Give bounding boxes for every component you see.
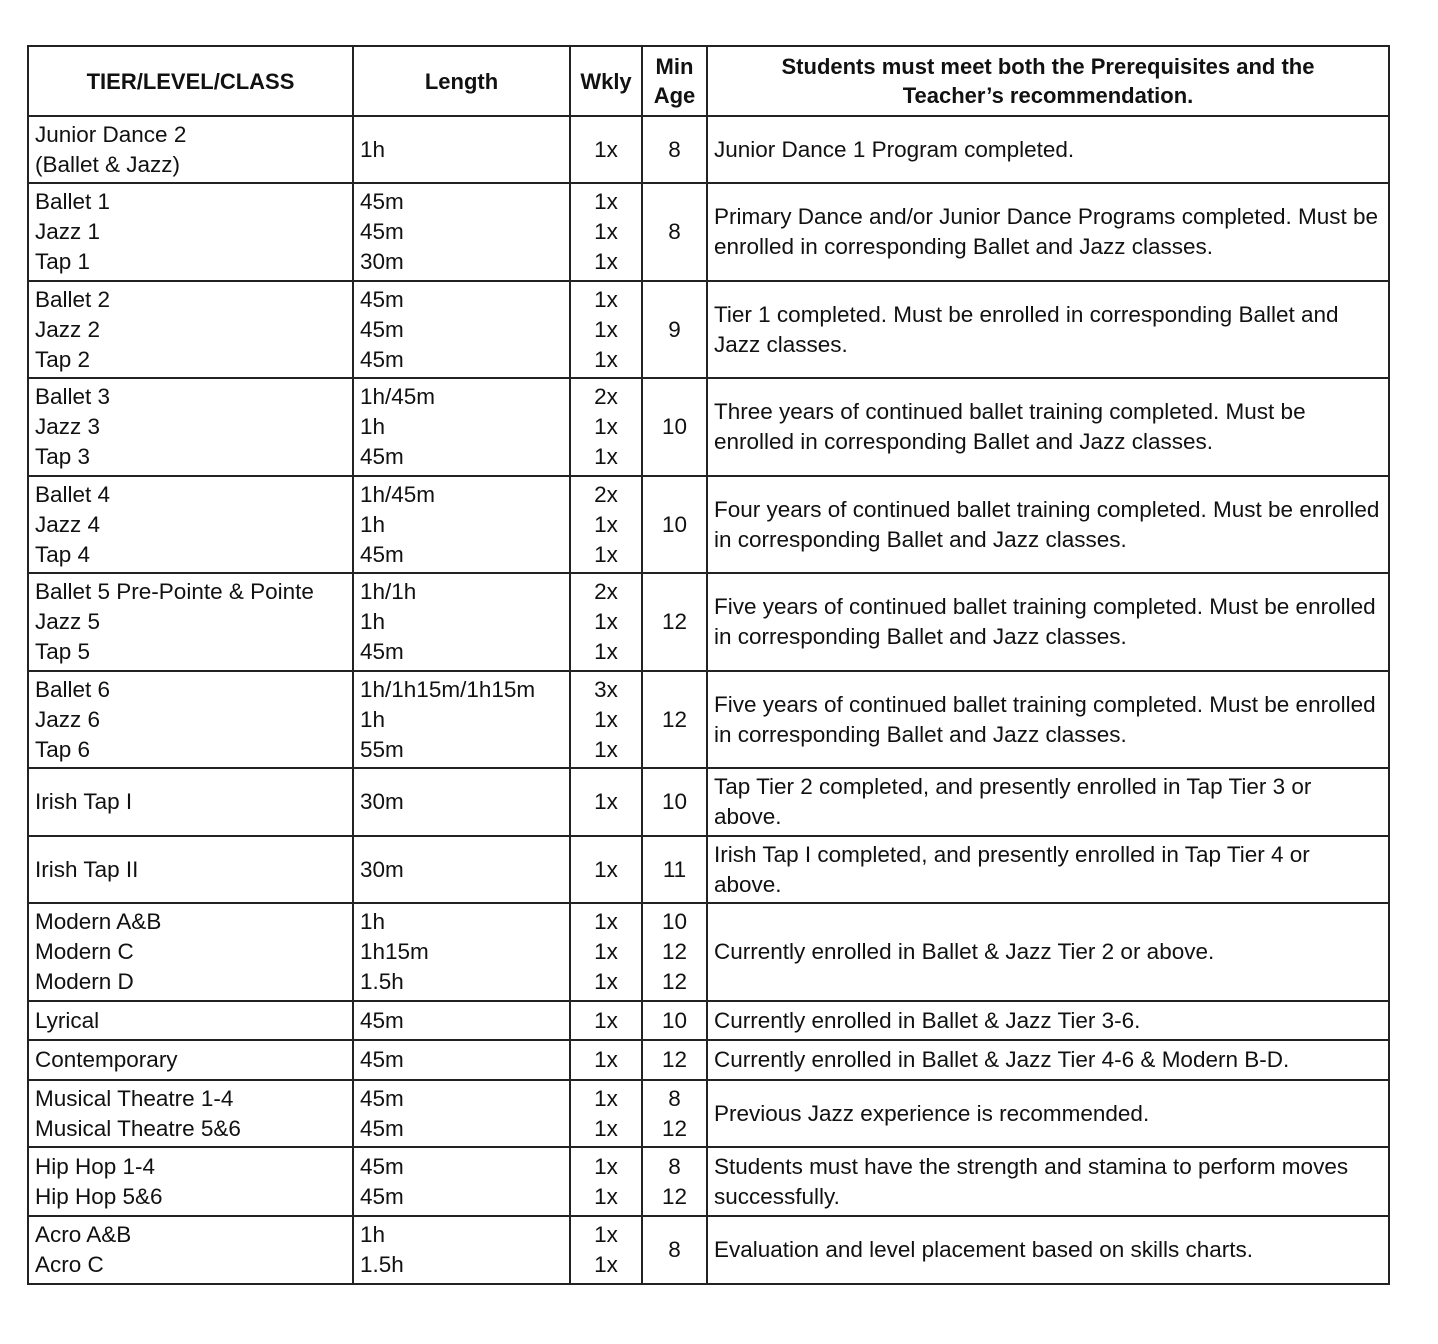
requirement-text: Currently enrolled in Ballet & Jazz Tier 2 or above. — [714, 939, 1215, 964]
weekly-cell-line: 1x — [594, 511, 618, 537]
class-cell-line: Modern A&B — [35, 909, 162, 934]
length-cell — [353, 836, 570, 903]
length-cell-line: 45m — [360, 1183, 404, 1209]
class-cell-line: Tap 2 — [35, 346, 91, 372]
weekly-cell-line: 1x — [594, 969, 618, 994]
requirement-text: Three years of continued ballet training completed. Must be enrolled in corresponding Ballet and Jazz classes. — [714, 399, 1306, 454]
weekly-cell-line: 1x — [594, 706, 618, 732]
min-age-cell — [642, 378, 707, 476]
requirement-cell — [707, 1040, 1389, 1080]
class-cell-line: Tap 5 — [35, 639, 91, 664]
weekly-cell-line: 1x — [594, 909, 618, 934]
length-cell — [353, 281, 570, 378]
min-age-cell-line: 9 — [668, 316, 681, 342]
weekly-cell-line: 1x — [594, 1222, 618, 1247]
class-cell-line: Contemporary — [35, 1047, 178, 1072]
requirement-cell — [707, 1001, 1389, 1040]
class-cell-line: Tap 1 — [35, 249, 91, 274]
weekly-cell-line: 1x — [594, 249, 618, 274]
weekly-cell-line: 1x — [594, 189, 618, 214]
weekly-cell — [570, 671, 642, 768]
class-cell — [28, 281, 353, 378]
weekly-cell-line: 1x — [594, 789, 618, 814]
weekly-cell-line: 1x — [594, 736, 618, 762]
weekly-cell — [570, 903, 642, 1001]
table-row — [28, 116, 1389, 183]
table-row — [28, 476, 1389, 573]
min-age-cell-line: 8 — [668, 136, 681, 162]
table-row — [28, 183, 1389, 281]
table-row — [28, 1216, 1389, 1284]
class-cell-line: Irish Tap I — [35, 789, 133, 814]
length-cell-line: 1h/45m — [360, 384, 436, 409]
min-age-cell — [642, 116, 707, 183]
length-cell-line: 45m — [360, 1047, 404, 1072]
requirement-text: Five years of continued ballet training completed. Must be enrolled in corresponding Ballet and Jazz classes. — [714, 691, 1376, 747]
min-age-cell-line: 12 — [661, 1115, 688, 1141]
length-cell-line: 45m — [360, 541, 404, 567]
min-age-cell — [642, 1216, 707, 1284]
header-requirements: Students must meet both the Prerequisites and the Teacher’s recommendation. — [707, 46, 1389, 116]
header-length: Length — [353, 46, 570, 116]
min-age-cell — [642, 573, 707, 671]
length-cell-line: 45m — [360, 286, 404, 312]
min-age-cell-line: 12 — [661, 939, 688, 964]
header-wkly: Wkly — [570, 46, 642, 116]
class-cell-line: Jazz 2 — [35, 316, 101, 342]
requirement-text: Four years of continued ballet training completed. Must be enrolled in corresponding Ballet and Jazz classes. — [714, 496, 1380, 552]
requirement-text: Tier 1 completed. Must be enrolled in corresponding Ballet and Jazz classes. — [714, 301, 1339, 357]
length-cell-line: 45m — [360, 444, 404, 469]
weekly-cell — [570, 116, 642, 183]
length-cell-line: 30m — [360, 789, 404, 814]
class-cell — [28, 116, 353, 183]
length-cell-line: 1h/1h — [360, 579, 417, 604]
requirement-cell — [707, 903, 1389, 1001]
class-cell-line: Jazz 3 — [35, 414, 101, 439]
weekly-cell-line: 1x — [594, 609, 618, 634]
requirement-cell — [707, 476, 1389, 573]
weekly-cell-line: 1x — [594, 286, 618, 312]
length-cell — [353, 573, 570, 671]
class-cell-line: Jazz 6 — [35, 706, 101, 732]
requirement-text: Currently enrolled in Ballet & Jazz Tier 4-6 & Modern B-D. — [714, 1047, 1290, 1072]
length-cell-line: 45m — [360, 1007, 404, 1033]
requirement-cell — [707, 671, 1389, 768]
length-cell-line: 45m — [360, 1153, 404, 1179]
table-row — [28, 1080, 1389, 1147]
min-age-cell — [642, 1040, 707, 1080]
class-cell-line: Ballet 5 Pre-Pointe & Pointe — [35, 579, 314, 604]
table-row — [28, 836, 1389, 903]
class-cell-line: (Ballet & Jazz) — [35, 151, 181, 177]
min-age-cell-line: 10 — [661, 511, 688, 537]
class-cell-line: Acro C — [35, 1252, 104, 1277]
weekly-cell-line: 3x — [594, 676, 618, 702]
length-cell-line: 1h — [360, 909, 386, 934]
class-cell — [28, 671, 353, 768]
length-cell-line: 1h15m — [360, 939, 429, 964]
weekly-cell-line: 1x — [594, 541, 618, 567]
min-age-cell-line: 8 — [668, 1237, 681, 1262]
header-min-age — [642, 46, 707, 116]
class-cell-line: Musical Theatre 1-4 — [35, 1085, 234, 1111]
length-cell-line: 1.5h — [360, 969, 404, 994]
length-cell-line: 45m — [360, 639, 404, 664]
length-cell-line: 1h/45m — [360, 481, 436, 507]
length-cell — [353, 903, 570, 1001]
requirement-cell — [707, 1147, 1389, 1216]
class-cell-line: Tap 6 — [35, 736, 91, 762]
length-cell-line: 1h — [360, 136, 386, 162]
length-cell — [353, 1040, 570, 1080]
class-cell-line: Musical Theatre 5&6 — [35, 1115, 241, 1141]
length-cell-line: 30m — [360, 249, 404, 274]
min-age-cell — [642, 183, 707, 281]
weekly-cell-line: 1x — [594, 316, 618, 342]
length-cell-line: 1h/1h15m/1h15m — [360, 676, 536, 702]
class-cell — [28, 836, 353, 903]
class-cell-line: Jazz 1 — [35, 219, 101, 244]
length-cell — [353, 476, 570, 573]
class-cell-line: Lyrical — [35, 1007, 100, 1033]
length-cell — [353, 378, 570, 476]
class-cell — [28, 1040, 353, 1080]
requirement-text: Junior Dance 1 Program completed. — [714, 136, 1075, 162]
class-cell — [28, 768, 353, 836]
length-cell — [353, 768, 570, 836]
requirement-text: Students must have the strength and stamina to perform moves successfully. — [714, 1153, 1349, 1209]
min-age-cell-line: 8 — [668, 1085, 681, 1111]
length-cell-line: 1h — [360, 706, 386, 732]
weekly-cell — [570, 378, 642, 476]
min-age-cell-line: 12 — [661, 969, 688, 994]
class-cell-line: Hip Hop 5&6 — [35, 1183, 163, 1209]
requirement-cell — [707, 1080, 1389, 1147]
requirement-cell — [707, 378, 1389, 476]
weekly-cell-line: 1x — [594, 219, 618, 244]
weekly-cell-line: 1x — [594, 939, 618, 964]
length-cell-line: 1.5h — [360, 1252, 404, 1277]
length-cell-line: 45m — [360, 316, 404, 342]
length-cell-line: 45m — [360, 1115, 404, 1141]
class-cell-line: Tap 3 — [35, 444, 91, 469]
weekly-cell-line: 2x — [594, 579, 618, 604]
class-cell — [28, 1216, 353, 1284]
class-cell-line: Jazz 4 — [35, 511, 101, 537]
min-age-cell-line: 8 — [668, 219, 681, 244]
requirement-text: Five years of continued ballet training completed. Must be enrolled in corresponding Ballet and Jazz classes. — [714, 594, 1376, 649]
min-age-cell-line: 10 — [661, 789, 688, 814]
min-age-cell-line: 12 — [661, 1047, 688, 1072]
length-cell — [353, 1001, 570, 1040]
weekly-cell-line: 1x — [594, 1153, 618, 1179]
weekly-cell-line: 1x — [594, 1252, 618, 1277]
class-cell-line: Irish Tap II — [35, 856, 139, 882]
requirement-cell — [707, 1216, 1389, 1284]
class-cell-line: Modern D — [35, 969, 134, 994]
class-cell-line: Ballet 1 — [35, 189, 111, 214]
length-cell-line: 1h — [360, 1222, 386, 1247]
class-cell — [28, 1147, 353, 1216]
min-age-cell — [642, 903, 707, 1001]
class-cell — [28, 476, 353, 573]
weekly-cell — [570, 1040, 642, 1080]
length-cell — [353, 116, 570, 183]
weekly-cell-line: 1x — [594, 1007, 618, 1033]
weekly-cell — [570, 836, 642, 903]
weekly-cell — [570, 1216, 642, 1284]
class-cell — [28, 1001, 353, 1040]
weekly-cell — [570, 1080, 642, 1147]
class-cell — [28, 1080, 353, 1147]
weekly-cell-line: 1x — [594, 444, 618, 469]
class-cell-line: Tap 4 — [35, 541, 91, 567]
weekly-cell — [570, 1147, 642, 1216]
class-cell — [28, 183, 353, 281]
table-row — [28, 671, 1389, 768]
weekly-cell-line: 1x — [594, 346, 618, 372]
min-age-cell-line: 12 — [661, 609, 688, 634]
weekly-cell — [570, 573, 642, 671]
min-age-cell-line: 11 — [662, 856, 687, 882]
min-age-cell — [642, 1001, 707, 1040]
requirement-text: Irish Tap I completed, and presently enrolled in Tap Tier 4 or above. — [714, 841, 1310, 897]
requirement-cell — [707, 768, 1389, 836]
requirement-cell — [707, 183, 1389, 281]
length-cell-line: 1h — [360, 609, 386, 634]
table-row — [28, 1040, 1389, 1080]
length-cell — [353, 1080, 570, 1147]
weekly-cell — [570, 476, 642, 573]
weekly-cell-line: 1x — [594, 1085, 618, 1111]
length-cell — [353, 183, 570, 281]
requirement-cell — [707, 573, 1389, 671]
weekly-cell-line: 1x — [594, 1115, 618, 1141]
min-age-cell — [642, 671, 707, 768]
requirement-cell — [707, 116, 1389, 183]
table-row — [28, 378, 1389, 476]
length-cell-line: 1h — [360, 511, 386, 537]
weekly-cell-line: 2x — [594, 384, 618, 409]
prerequisites-table — [27, 45, 1390, 1285]
weekly-cell-line: 1x — [594, 1183, 618, 1209]
weekly-cell — [570, 1001, 642, 1040]
weekly-cell-line: 1x — [594, 136, 618, 162]
length-cell — [353, 1147, 570, 1216]
table-row — [28, 1147, 1389, 1216]
min-age-cell-line: 10 — [661, 1007, 688, 1033]
class-cell — [28, 573, 353, 671]
table-row — [28, 573, 1389, 671]
class-cell — [28, 903, 353, 1001]
class-cell-line: Modern C — [35, 939, 134, 964]
length-cell-line: 45m — [360, 1085, 404, 1111]
length-cell — [353, 1216, 570, 1284]
length-cell-line: 45m — [360, 219, 404, 244]
weekly-cell-line: 1x — [594, 639, 618, 664]
requirement-text: Evaluation and level placement based on skills charts. — [714, 1237, 1254, 1262]
requirement-text: Previous Jazz experience is recommended. — [714, 1100, 1150, 1126]
length-cell-line: 1h — [360, 414, 386, 439]
weekly-cell — [570, 183, 642, 281]
min-age-cell-line: 10 — [661, 414, 688, 439]
class-cell — [28, 378, 353, 476]
weekly-cell-line: 1x — [594, 1047, 618, 1072]
class-cell-line: Junior Dance 2 — [35, 121, 187, 147]
min-age-cell-line: 12 — [661, 706, 688, 732]
class-cell-line: Hip Hop 1-4 — [35, 1153, 156, 1179]
table-row — [28, 1001, 1389, 1040]
requirement-text: Tap Tier 2 completed, and presently enrolled in Tap Tier 3 or above. — [714, 774, 1312, 829]
class-cell-line: Ballet 3 — [35, 384, 111, 409]
requirement-text: Currently enrolled in Ballet & Jazz Tier 3-6. — [714, 1007, 1141, 1033]
min-age-cell-line: 12 — [661, 1183, 688, 1209]
table-row — [28, 903, 1389, 1001]
min-age-cell — [642, 768, 707, 836]
class-cell-line: Jazz 5 — [35, 609, 101, 634]
requirement-cell — [707, 281, 1389, 378]
length-cell-line: 45m — [360, 189, 404, 214]
length-cell-line: 30m — [360, 856, 404, 882]
class-cell-line: Ballet 6 — [35, 676, 111, 702]
min-age-cell — [642, 836, 707, 903]
weekly-cell — [570, 281, 642, 378]
requirement-text: Primary Dance and/or Junior Dance Programs completed. Must be enrolled in corresponding Ballet and Jazz classes. — [714, 204, 1379, 259]
weekly-cell — [570, 768, 642, 836]
weekly-cell-line: 2x — [594, 481, 618, 507]
class-cell-line: Acro A&B — [35, 1222, 132, 1247]
min-age-cell — [642, 1147, 707, 1216]
length-cell-line: 45m — [360, 346, 404, 372]
min-age-cell — [642, 1080, 707, 1147]
weekly-cell-line: 1x — [594, 856, 618, 882]
header-row — [28, 46, 1389, 116]
length-cell — [353, 671, 570, 768]
class-cell-line: Ballet 4 — [35, 481, 111, 507]
min-age-cell-line: 10 — [661, 909, 688, 934]
min-age-cell-line: 8 — [668, 1153, 681, 1179]
table-row — [28, 281, 1389, 378]
min-age-cell — [642, 281, 707, 378]
min-age-cell — [642, 476, 707, 573]
header-class: TIER/LEVEL/CLASS — [28, 46, 353, 116]
requirement-cell — [707, 836, 1389, 903]
table-row — [28, 768, 1389, 836]
weekly-cell-line: 1x — [594, 414, 618, 439]
table-body — [28, 116, 1389, 1284]
class-cell-line: Ballet 2 — [35, 286, 111, 312]
header-min-age-text: Min Age — [653, 54, 696, 108]
length-cell-line: 55m — [360, 736, 404, 762]
